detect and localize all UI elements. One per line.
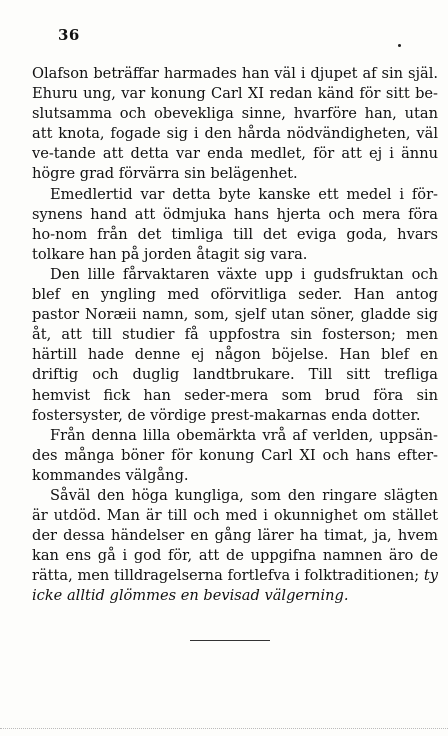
paragraph-2 <box>32 185 438 265</box>
paragraph-5-text: Såväl den höga kungliga, som den ringare slägten är utdöd. Man är till och med i okunnighet om stället der dessa händelser en gång lärer ha timat, ja, hvem kan ens gå i god för, att de uppgifna namnen äro de rätta, men tilldragelserna fortlefva i folktraditionen; <box>32 486 438 585</box>
page-number: 36 <box>58 26 80 44</box>
paragraph-1 <box>32 64 438 185</box>
paragraph-1-text: Olafson beträffar harmades han väl i djupet af sin själ. Ehuru ung, var konung Carl XI redan känd för sitt be-slutsamma och obevekliga sinne, hvarföre han, utan att knota, fogade sig i den hårda nödvändigheten, väl ve-tande att detta var enda medlet, för att ej i ännu högre grad förvärra sin belägenhet. <box>32 65 438 183</box>
paragraph-3 <box>32 265 438 426</box>
paragraph-5 <box>32 486 438 607</box>
body-text <box>32 64 438 607</box>
paragraph-4-text: Från denna lilla obemärkta vrå af verlden, uppsän-des många böner för konung Carl XI och hans efter-kommandes välgång. <box>32 426 438 484</box>
page-edge <box>0 728 448 729</box>
paragraph-2-text: Emedlertid var detta byte kanske ett medel i för-synens hand att ödmjuka hans hjerta och mera föra ho-nom från det timliga till det eviga goda, hvars tolkare han på jorden åtagit sig vara. <box>32 185 438 263</box>
ink-speck <box>398 44 401 47</box>
paragraph-3-text: Den lille fårvaktaren växte upp i gudsfruktan och blef en yngling med oförvitliga seder. Han antog pastor Noræii namn, som, sjelf utan söner, gladde sig åt, att till studier få uppfostra sin fosterson; men härtill hade denne ej någon böjelse. Han blef en driftig och duglig landtbrukare. Till sitt trefliga hemvist fick han seder-mera som brud föra sin fostersyster, de vördige prest-makarnas enda dotter. <box>32 265 438 424</box>
paragraph-4 <box>32 426 438 486</box>
end-rule <box>190 640 270 641</box>
paragraph-5-italic-text: ty icke alltid glömmes en bevisad välgerning. <box>32 567 438 605</box>
